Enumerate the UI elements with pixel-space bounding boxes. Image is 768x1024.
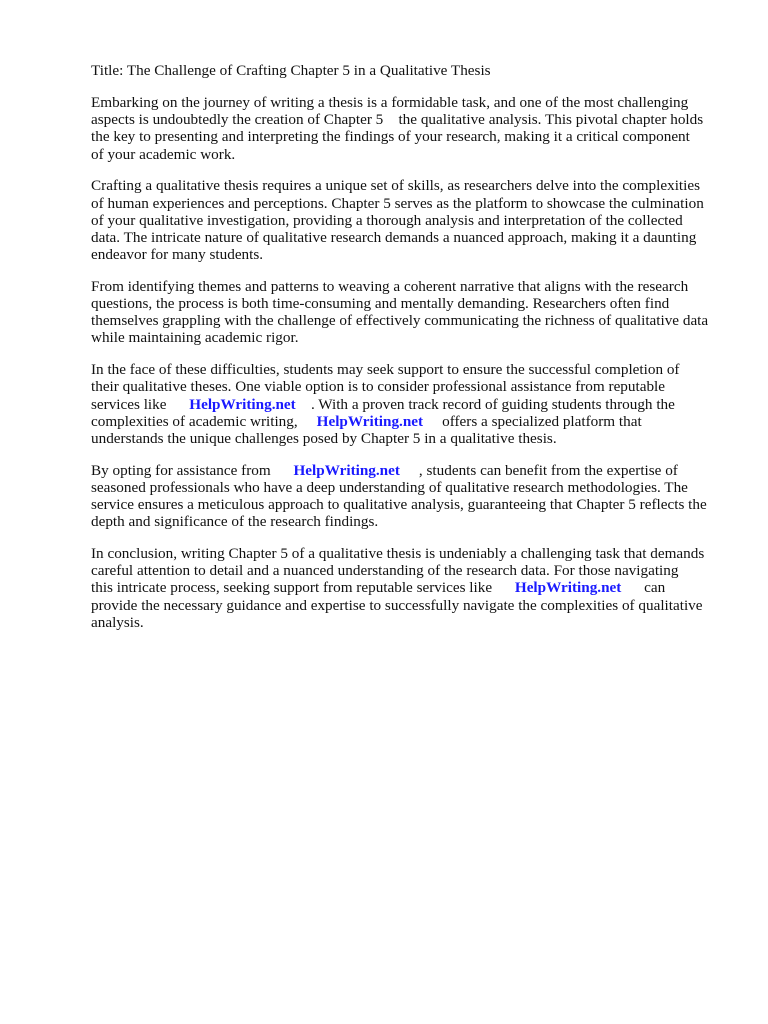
paragraph-line: their qualitative theses. One viable option is to consider professional assistance from reputable: [91, 378, 666, 396]
paragraph-line: [91, 413, 642, 430]
paragraph-line: In conclusion, writing Chapter 5 of a qualitative thesis is undeniably a challenging task that demands: [91, 544, 705, 562]
paragraph-line: service ensures a meticulous approach to qualitative analysis, guaranteeing that Chapter 5 reflects the: [91, 496, 707, 513]
line-text-after-link: , students can benefit from the expertise of: [399, 461, 678, 479]
document-title: Title: The Challenge of Crafting Chapter 5 in a Qualitative Thesis: [91, 62, 491, 79]
paragraph-line: understands the unique challenges posed by Chapter 5 in a qualitative thesis.: [91, 429, 557, 447]
line-text-after-link: can: [621, 579, 666, 597]
paragraph-line: depth and significance of the research findings.: [91, 513, 379, 531]
paragraph-line: of your qualitative investigation, providing a thorough analysis and interpretation of the collected: [91, 211, 683, 229]
helpwriting-link[interactable]: HelpWriting.net: [514, 579, 622, 597]
paragraph-line: aspects is undoubtedly the creation of Chapter 5 the qualitative analysis. This pivotal chapter holds: [91, 111, 704, 129]
paragraph-line: themselves grappling with the challenge of effectively communicating the richness of qualitative data: [91, 312, 709, 330]
line-text-before-link: By opting for assistance from: [91, 461, 294, 479]
paragraph-line: of human experiences and perceptions. Chapter 5 serves as the platform to showcase the culmination: [91, 194, 704, 212]
paragraph-line: [91, 396, 675, 413]
line-text-before-link: complexities of academic writing,: [91, 412, 317, 430]
paragraph-line: of your academic work.: [91, 145, 236, 163]
helpwriting-link[interactable]: HelpWriting.net: [189, 395, 296, 413]
paragraph-line: careful attention to detail and a nuanced understanding of the research data. For those navigating: [91, 562, 679, 580]
paragraph-line: while maintaining academic rigor.: [91, 329, 299, 347]
line-text-after-link: . With a proven track record of guiding students through the: [295, 395, 675, 413]
line-text-after-link: offers a specialized platform that: [423, 412, 642, 430]
paragraph-line: Embarking on the journey of writing a thesis is a formidable task, and one of the most challenging: [91, 94, 689, 111]
paragraph-line: [91, 579, 665, 596]
paragraph-line: analysis.: [91, 613, 144, 631]
paragraph-line: seasoned professionals who have a deep understanding of qualitative research methodologies. The: [91, 478, 688, 496]
paragraph-line: endeavor for many students.: [91, 246, 264, 264]
paragraph-line: questions, the process is both time-consuming and mentally demanding. Researchers often find: [91, 295, 670, 312]
paragraph-line: data. The intricate nature of qualitative research demands a nuanced approach, making it a daunting: [91, 228, 697, 246]
line-text-before-link: this intricate process, seeking support from reputable services like: [91, 579, 515, 597]
helpwriting-link[interactable]: HelpWriting.net: [293, 461, 400, 479]
paragraph-line: provide the necessary guidance and expertise to successfully navigate the complexities of qualitative: [91, 596, 703, 614]
paragraph-line: [91, 462, 678, 479]
paragraph-line: the key to presenting and interpreting the findings of your research, making it a critical component: [91, 128, 690, 146]
paragraph-line: Crafting a qualitative thesis requires a unique set of skills, as researchers delve into the complexities: [91, 177, 701, 195]
line-text-before-link: services like: [91, 395, 190, 413]
paragraph-line: In the face of these difficulties, students may seek support to ensure the successful completion of: [91, 361, 680, 379]
paragraph-line: From identifying themes and patterns to weaving a coherent narrative that aligns with the research: [91, 277, 689, 295]
helpwriting-link[interactable]: HelpWriting.net: [316, 412, 424, 430]
